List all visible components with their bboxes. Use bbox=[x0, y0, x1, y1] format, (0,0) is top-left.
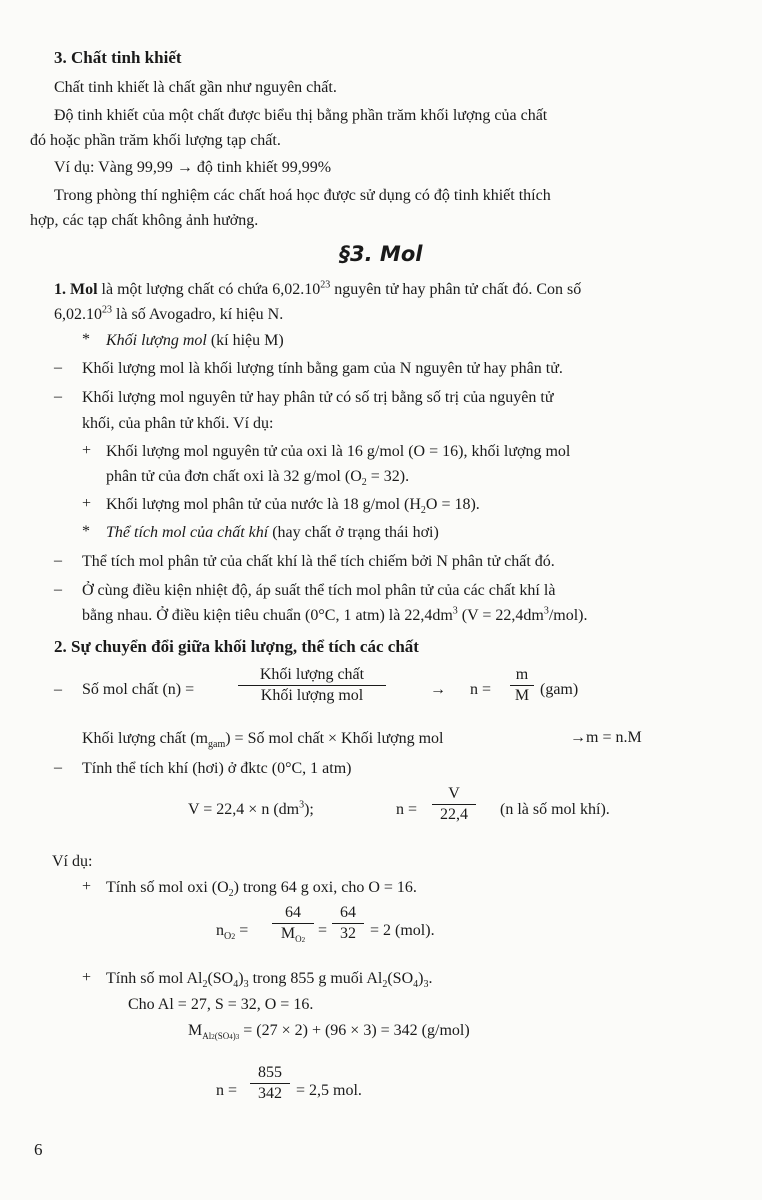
subscript: ) bbox=[232, 1031, 236, 1042]
heading-chuyen-doi: 2. Sự chuyển đổi giữa khối lượng, thể tích các chất bbox=[54, 637, 419, 656]
formula-mass bbox=[82, 729, 762, 749]
subscript: 3 bbox=[243, 979, 249, 991]
subscript: 2 bbox=[231, 932, 236, 942]
mol-definition-cont bbox=[54, 305, 762, 325]
subscript: 4 bbox=[229, 1033, 233, 1042]
text: V = 22,4 × n (dm bbox=[188, 801, 300, 818]
text: Khối lượng mol phân tử của nước là 18 g/mol (H bbox=[106, 496, 421, 513]
text: ) = Số mol chất × Khối lượng mol bbox=[225, 730, 444, 747]
subscript: gam bbox=[208, 739, 226, 751]
denominator bbox=[272, 923, 314, 943]
subheading-khoi-luong-mol bbox=[106, 331, 762, 351]
text: . bbox=[428, 970, 433, 987]
subscript: 2 bbox=[202, 979, 208, 991]
text: (hay chất ở trạng thái hơi) bbox=[268, 524, 439, 541]
given-values: Cho Al = 27, S = 32, O = 16. bbox=[128, 996, 314, 1013]
text: là số Avogadro, kí hiệu N. bbox=[112, 306, 284, 323]
superscript: 3 bbox=[299, 799, 305, 811]
text: (kí hiệu M) bbox=[206, 332, 284, 349]
numerator: 64 bbox=[340, 904, 356, 921]
result: = 2,5 mol. bbox=[296, 1082, 362, 1099]
bullet-text: Khối lượng mol nguyên tử của oxi là 16 g/mol (O = 16), khối lượng mol bbox=[106, 443, 571, 460]
bullet-text bbox=[106, 495, 762, 515]
superscript: 23 bbox=[102, 304, 112, 316]
formula-n: n = bbox=[470, 681, 492, 698]
text: ) bbox=[418, 970, 424, 987]
superscript: 3 bbox=[543, 605, 549, 617]
denominator: M bbox=[510, 685, 534, 705]
numerator: 64 bbox=[285, 904, 301, 921]
bullet-text: Ở cùng điều kiện nhiệt độ, áp suất thể tích mol phân tử của các chất khí là bbox=[82, 582, 556, 599]
text: Khối lượng chất (m bbox=[82, 730, 208, 747]
bullet-plus: + bbox=[82, 969, 92, 986]
text: ) bbox=[238, 970, 244, 987]
subscript: 2 bbox=[420, 505, 426, 517]
bullet-text bbox=[106, 467, 762, 487]
denominator: 22,4 bbox=[432, 804, 476, 824]
fraction-mass-over-molar bbox=[238, 666, 386, 705]
denominator: 342 bbox=[250, 1083, 290, 1103]
subscript: (SO bbox=[214, 1031, 230, 1042]
text: (V = 22,4dm bbox=[457, 607, 544, 624]
text: ) trong 64 g oxi, cho O = 16. bbox=[233, 879, 417, 896]
bullet-plus: + bbox=[82, 442, 92, 459]
bullet-text: Thể tích mol phân tử của chất khí là thể tích chiếm bởi N phân tử chất đó. bbox=[82, 553, 555, 570]
subscript: 2 bbox=[382, 979, 388, 991]
fraction-m-over-M bbox=[510, 666, 534, 705]
text: Tính số mol Al bbox=[106, 970, 203, 987]
formula-n: n = bbox=[216, 1082, 238, 1099]
bullet-plus: + bbox=[82, 495, 92, 512]
formula-n: n = bbox=[396, 801, 418, 818]
subscript: O bbox=[224, 931, 232, 943]
subheading-the-tich-mol bbox=[106, 523, 762, 543]
bullet-dash: – bbox=[54, 552, 62, 569]
paragraph: Trong phòng thí nghiệm các chất hoá học được sử dụng có độ tinh khiết thích bbox=[54, 187, 551, 204]
text: ); bbox=[304, 801, 314, 818]
text: 6,02.10 bbox=[54, 306, 102, 323]
fraction-64-over-MO2 bbox=[272, 904, 314, 943]
denominator: 32 bbox=[332, 923, 364, 943]
formula-volume bbox=[188, 801, 314, 819]
text: M bbox=[188, 1022, 203, 1039]
paragraph: Độ tinh khiết của một chất được biểu thị bằng phần trăm khối lượng của chất bbox=[54, 107, 548, 124]
text: = 32). bbox=[366, 468, 410, 485]
bullet-dash: – bbox=[54, 759, 62, 776]
examples-label: Ví dụ: bbox=[52, 853, 93, 870]
subscript: 4 bbox=[233, 979, 239, 991]
bullet-text: Tính thể tích khí (hơi) ở đktc (0°C, 1 atm) bbox=[82, 760, 352, 777]
bullet-text bbox=[82, 606, 762, 626]
item-number: 1. bbox=[54, 281, 66, 298]
molar-mass-formula bbox=[188, 1022, 470, 1040]
text: phân tử của đơn chất oxi là 32 g/mol (O bbox=[106, 468, 362, 485]
section-title: §3. Mol bbox=[339, 242, 423, 266]
formula-nO2 bbox=[216, 922, 249, 943]
fraction-855-over-342 bbox=[250, 1064, 290, 1103]
text: /mol). bbox=[548, 607, 588, 624]
subscript: 2 bbox=[228, 888, 234, 900]
superscript: 23 bbox=[320, 279, 331, 291]
subscript: 2 bbox=[361, 477, 367, 489]
bullet-plus: + bbox=[82, 878, 92, 895]
bullet-text: Khối lượng mol nguyên tử hay phân tử có số trị bằng số trị của nguyên tử bbox=[82, 389, 554, 406]
text: là một lượng chất có chứa 6,02.10 bbox=[97, 281, 321, 298]
subscript: 2 bbox=[301, 936, 306, 945]
bullet-dash: – bbox=[54, 388, 62, 405]
numerator: m bbox=[515, 666, 529, 683]
subscript: O bbox=[295, 934, 302, 945]
text: (SO bbox=[387, 970, 414, 987]
text: M bbox=[280, 925, 296, 942]
text: nguyên tử hay phân tử chất đó. Con số bbox=[330, 281, 582, 298]
text: Tính số mol oxi (O bbox=[106, 879, 229, 896]
subscript: 2 bbox=[211, 1033, 215, 1042]
fraction-V-over-22-4 bbox=[432, 785, 476, 824]
example-1 bbox=[106, 878, 762, 898]
text: Khối lượng mol bbox=[106, 332, 207, 349]
paragraph: Ví dụ: Vàng 99,99 → độ tinh khiết 99,99% bbox=[54, 159, 332, 176]
numerator: V bbox=[448, 785, 460, 802]
text: bằng nhau. Ở điều kiện tiêu chuẩn (0°C, 1 atm) là 22,4dm bbox=[82, 607, 453, 624]
equals: = bbox=[239, 922, 249, 939]
bullet-star: * bbox=[82, 331, 90, 348]
bullet-dash: – bbox=[54, 681, 62, 698]
denominator: Khối lượng mol bbox=[238, 685, 386, 705]
paragraph: đó hoặc phần trăm khối lượng tạp chất. bbox=[30, 132, 281, 149]
equals: = bbox=[318, 922, 328, 939]
term-mol: Mol bbox=[70, 281, 98, 298]
paragraph: Chất tinh khiết là chất gần như nguyên chất. bbox=[54, 79, 337, 96]
text: trong 855 g muối Al bbox=[248, 970, 383, 987]
subscript: 4 bbox=[413, 979, 419, 991]
unit: (gam) bbox=[540, 681, 579, 698]
bullet-dash: – bbox=[54, 581, 62, 598]
superscript: 3 bbox=[452, 605, 458, 617]
bullet-star: * bbox=[82, 523, 90, 540]
fraction-64-over-32 bbox=[332, 904, 364, 943]
numerator: 855 bbox=[258, 1064, 282, 1081]
numerator: Khối lượng chất bbox=[259, 666, 365, 683]
subscript: 3 bbox=[235, 1033, 240, 1042]
bullet-dash: – bbox=[54, 359, 62, 376]
example-2 bbox=[106, 969, 762, 989]
formula-note: (n là số mol khí). bbox=[500, 801, 610, 818]
page-number: 6 bbox=[34, 1140, 43, 1159]
arrow: → bbox=[430, 681, 446, 698]
text: = (27 × 2) + (96 × 3) = 342 (g/mol) bbox=[243, 1022, 470, 1039]
bullet-text: khối, của phân tử khối. Ví dụ: bbox=[82, 415, 274, 432]
mol-definition bbox=[54, 280, 762, 300]
bullet-text: Khối lượng mol là khối lượng tính bằng gam của N nguyên tử hay phân tử. bbox=[82, 360, 563, 377]
result: = 2 (mol). bbox=[370, 922, 435, 939]
formula-result: →m = n.M bbox=[570, 729, 642, 746]
formula-label: Số mol chất (n) = bbox=[82, 681, 195, 698]
text: O = 18). bbox=[425, 496, 480, 513]
subscript: 3 bbox=[423, 979, 429, 991]
heading-chat-tinh-khiet: 3. Chất tinh khiết bbox=[54, 48, 182, 67]
text: (SO bbox=[207, 970, 234, 987]
paragraph: hợp, các tạp chất không ảnh hưởng. bbox=[30, 212, 259, 229]
text: Thể tích mol của chất khí bbox=[106, 524, 269, 541]
text: n bbox=[216, 922, 224, 939]
subscript: Al bbox=[202, 1031, 212, 1042]
